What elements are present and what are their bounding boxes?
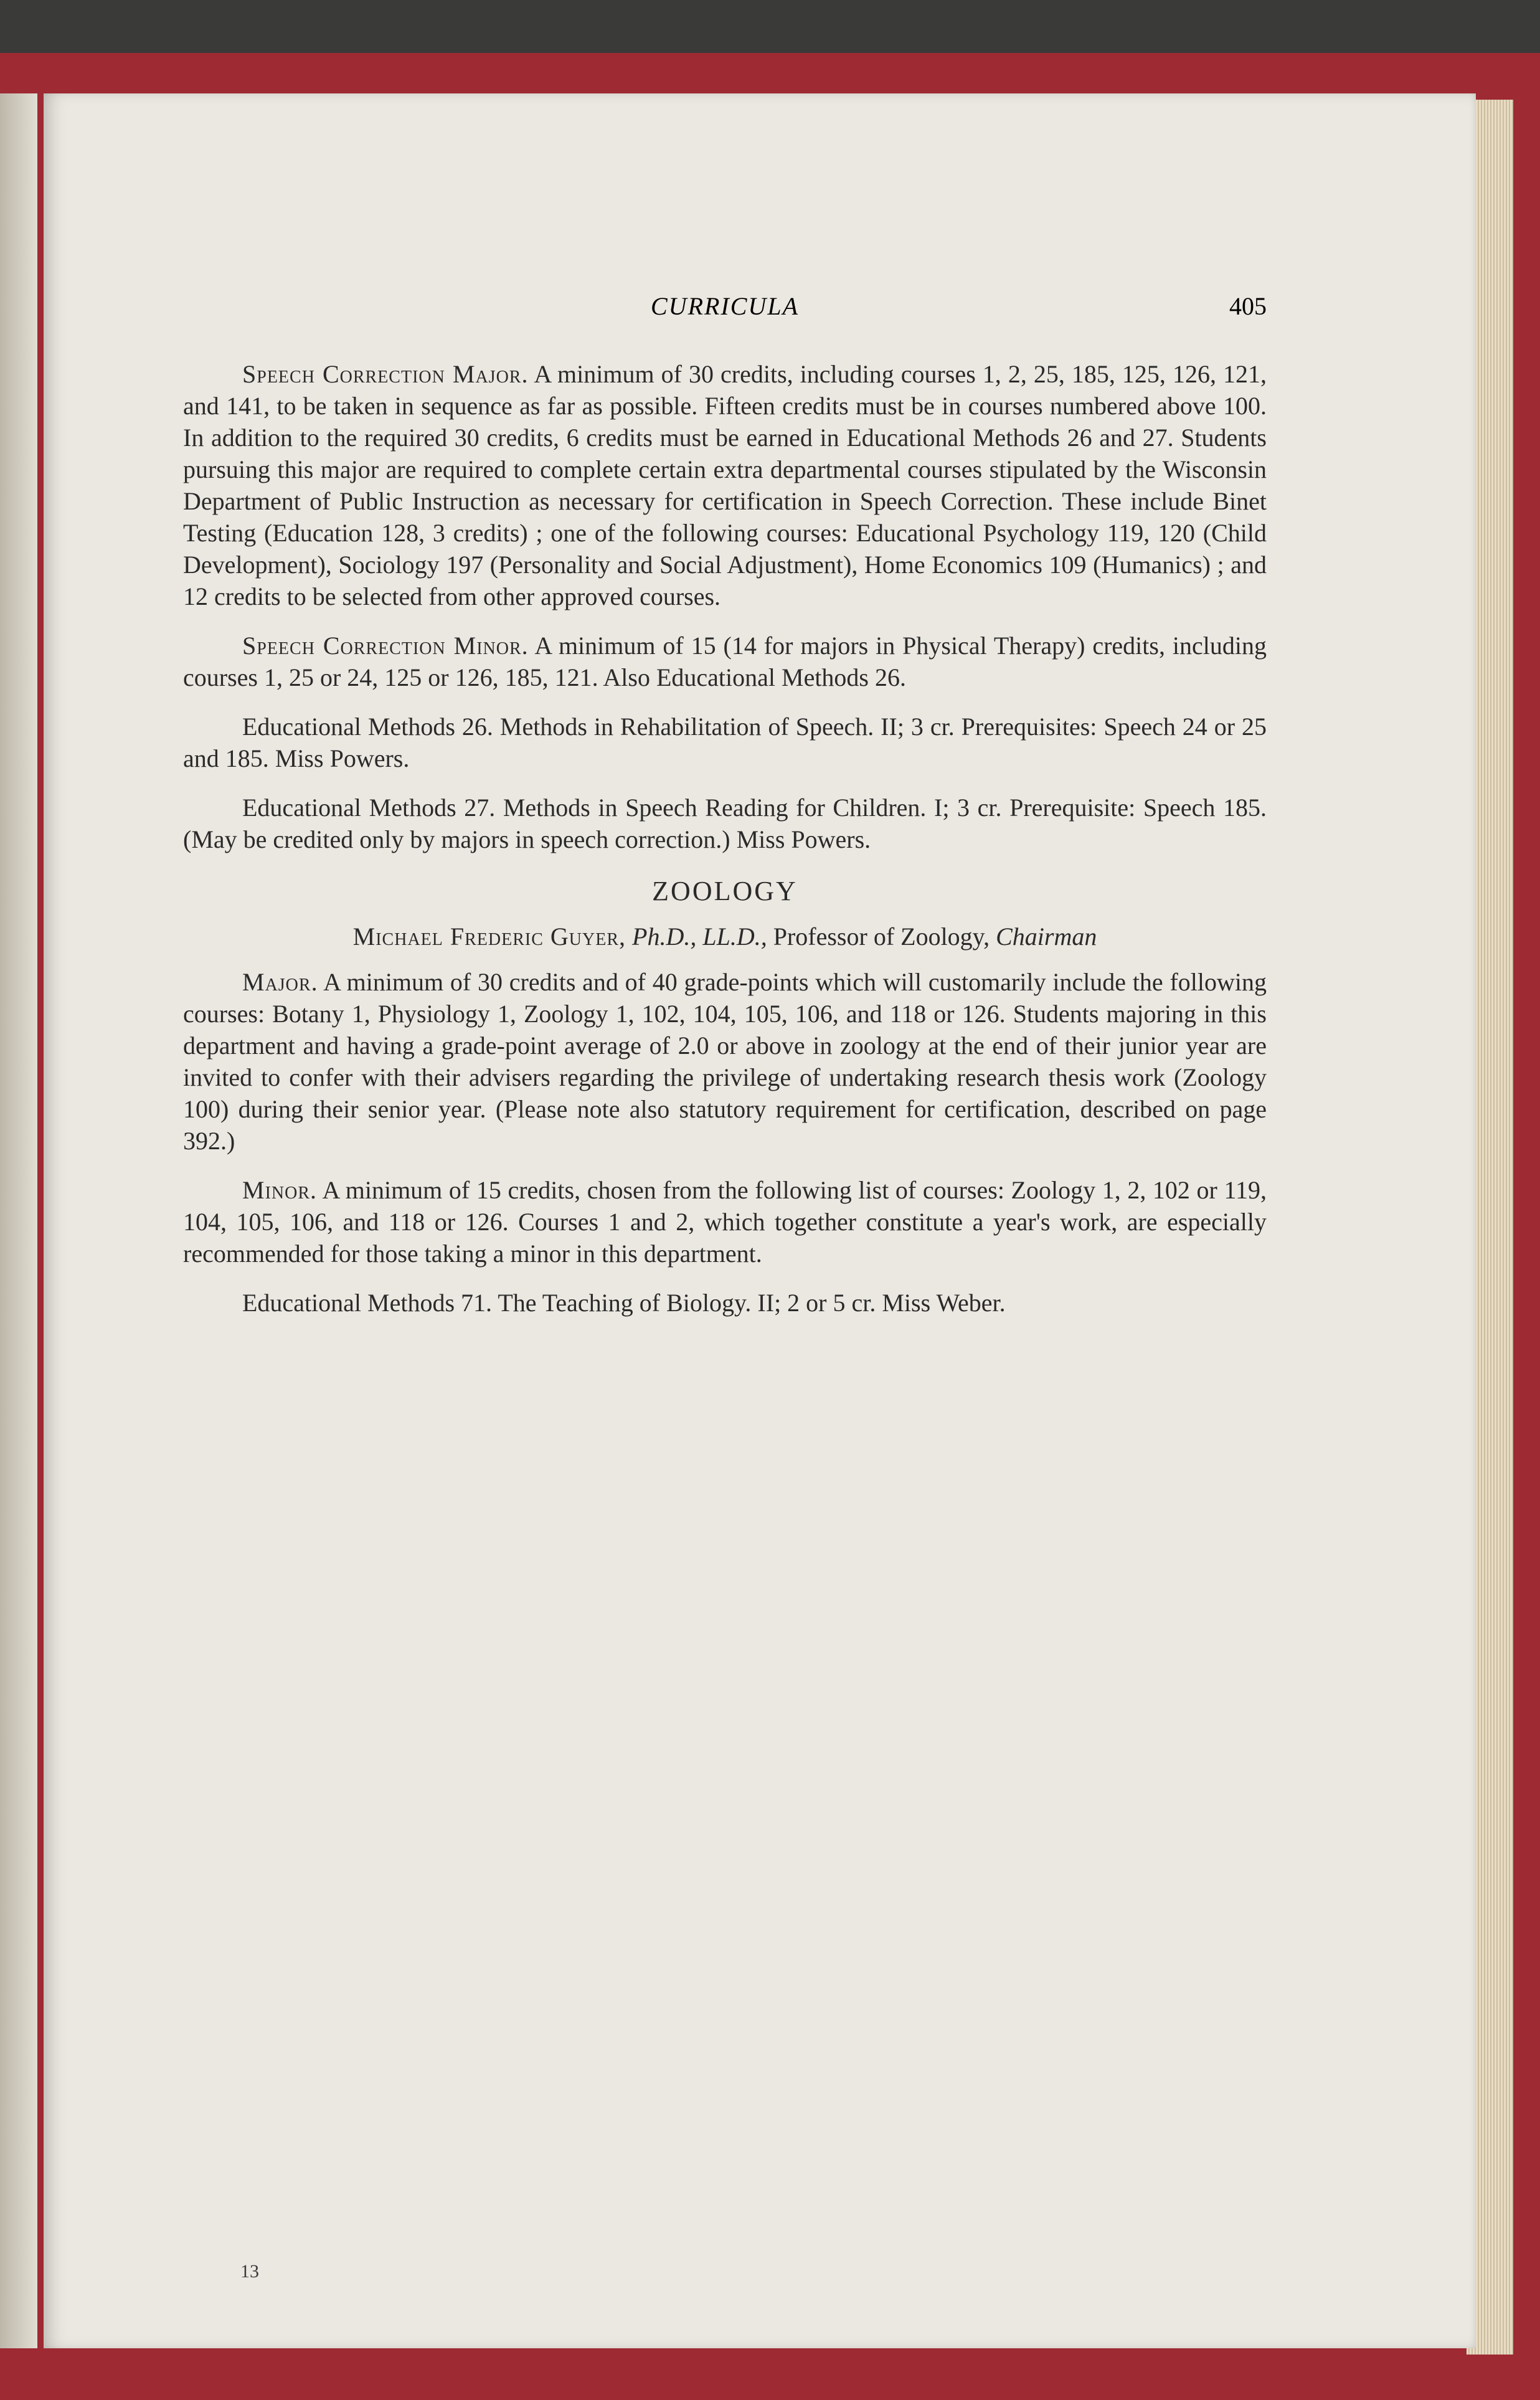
faculty-title: Professor of Zoology, [773,923,990,951]
zoology-heading: ZOOLOGY [652,876,798,906]
page-number: 405 [1229,292,1267,320]
zoology-faculty-line [183,921,1267,952]
book-page [44,93,1476,2348]
signature-mark: 13 [240,2261,259,2282]
facing-page-edge [0,93,37,2348]
faculty-role: Chairman [996,923,1097,951]
running-head [183,292,1267,329]
faculty-name: Michael Frederic Guyer, [352,923,626,951]
zoology-major-paragraph [183,966,1267,1157]
speech-correction-minor-heading: Speech Correction Minor. [242,632,529,660]
ed-methods-71-paragraph: Educational Methods 71. The Teaching of Biology. II; 2 or 5 cr. Miss Weber. [242,1289,1006,1317]
zoology-minor-body: A minimum of 15 credits, chosen from the following list of courses: Zoology 1, 2, 102 or 119, 104, 105, 106, and 118 or 126. Courses 1 and 2, which together constitute a year's work, are especially recommended for those taking a minor in this department. [183,1176,1267,1268]
speech-correction-major-heading: Speech Correction Major. [242,360,529,388]
faculty-degrees: Ph.D., LL.D., [632,923,767,951]
zoology-minor-paragraph [183,1174,1267,1269]
ed-methods-27-paragraph: Educational Methods 27. Methods in Speech Reading for Children. I; 3 cr. Prerequisite: Speech 185. (May be credited only by majors in speech correction.) Miss Powers. [183,794,1267,853]
zoology-minor-heading: Minor. [242,1176,318,1204]
zoology-major-body: A minimum of 30 credits and of 40 grade-points which will customarily include the following courses: Botany 1, Physiology 1, Zoology 1, 102, 104, 105, 106, and 118 or 126. Students majoring in this department and having a grade-point average of 2.0 or above in zoology at the end of their junior year are invited to confer with their advisers regarding the privilege of undertaking research thesis work (Zoology 100) during their senior year. (Please note also statutory requirement for certification, described on page 392.) [183,968,1267,1155]
speech-correction-major-paragraph [183,358,1267,612]
zoology-major-heading: Major. [242,968,318,996]
running-title: CURRICULA [651,292,799,320]
speech-correction-major-body: A minimum of 30 credits, including courses 1, 2, 25, 185, 125, 126, 121, and 141, to be taken in sequence as far as possible. Fifteen credits must be in courses numbered above 100. In addition to the required 30 credits, 6 credits must be earned in Educational Methods 26 and 27. Students pursuing this major are required to complete certain extra departmental courses stipulated by the Wisconsin Department of Public Instruction as necessary for certification in Speech Correction. These include Binet Testing (Education 128, 3 credits) ; one of the following courses: Educational Psychology 119, 120 (Child Development), Sociology 197 (Personality and Social Adjustment), Home Economics 109 (Humanics) ; and 12 credits to be selected from other approved courses. [183,360,1267,610]
ed-methods-26-paragraph: Educational Methods 26. Methods in Rehabilitation of Speech. II; 3 cr. Prerequisites: Speech 24 or 25 and 185. Miss Powers. [183,713,1267,772]
text-block [183,358,1267,1319]
speech-correction-minor-body: A minimum of 15 (14 for majors in Physical Therapy) credits, including courses 1, 25 or 24, 125 or 126, 185, 121. Also Educational Methods 26. [183,632,1267,691]
speech-correction-minor-paragraph [183,630,1267,693]
